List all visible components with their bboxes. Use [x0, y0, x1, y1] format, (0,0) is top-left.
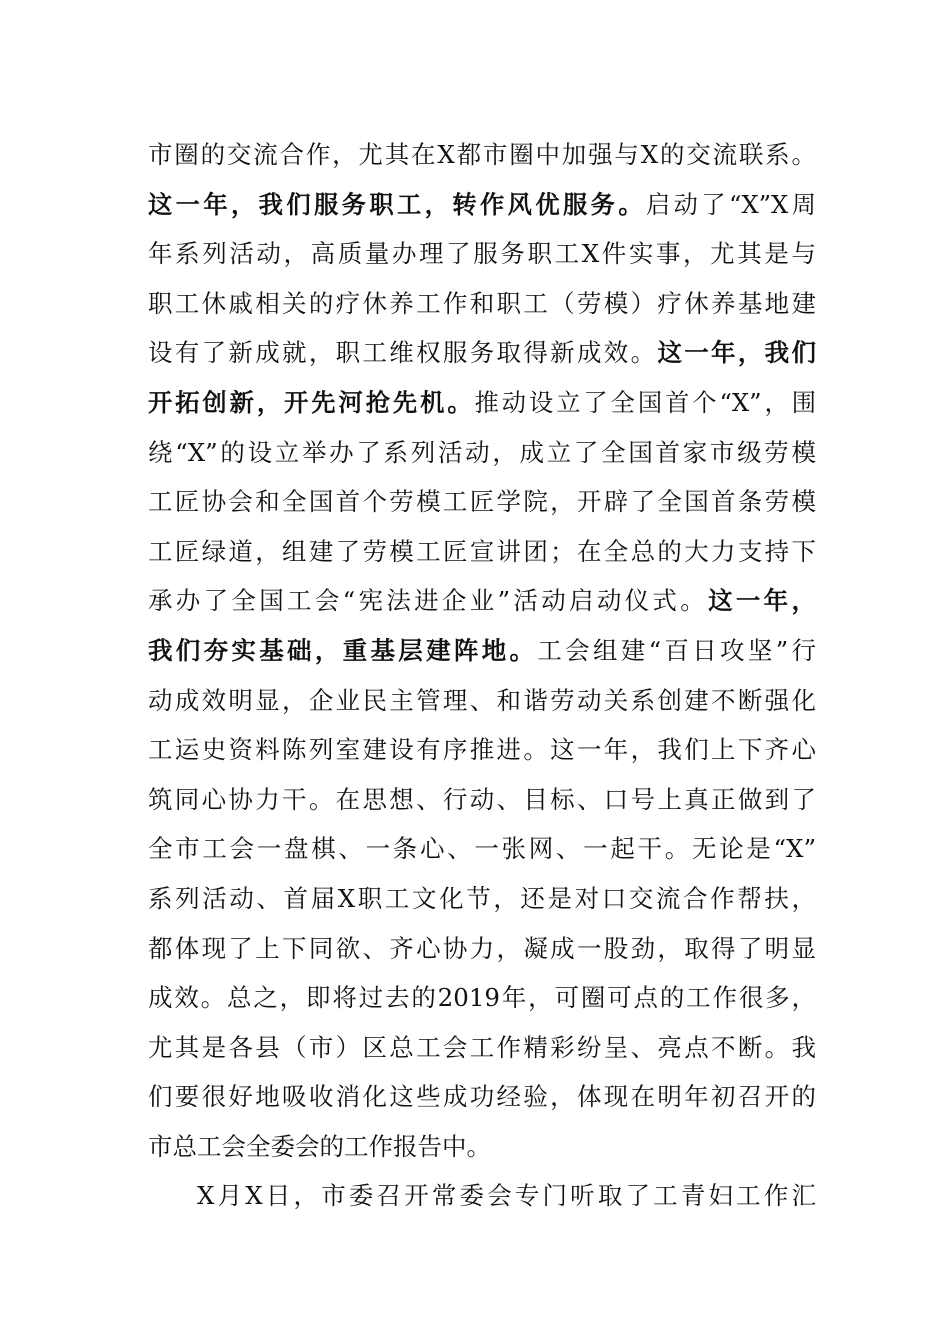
text-run: 筑同心协力干。在思想、行动、目标、口号上真正做到了 — [148, 784, 816, 814]
text-line — [148, 1122, 816, 1172]
text-run: 动成效明显，企业民主管理、和谐劳动关系创建不断强化 — [148, 685, 816, 715]
text-line — [148, 180, 816, 230]
text-line — [148, 1072, 816, 1122]
text-run: 职工休戚相关的疗休养工作和职工（劳模）疗休养基地建 — [148, 288, 816, 318]
text-run: 系列活动、首届X职工文化节，还是对口交流合作帮扶， — [148, 883, 816, 913]
bold-text-run: 这一年，我们服务职工，转作风优服务。 — [148, 189, 646, 219]
bold-text-run: 开拓创新，开先河抢先机。 — [148, 387, 475, 417]
document-body — [148, 130, 816, 1221]
text-run: 们要很好地吸收消化这些成功经验，体现在明年初召开的 — [148, 1082, 816, 1112]
bold-text-run: 我们夯实基础，重基层建阵地。 — [148, 635, 538, 665]
text-run: 全市工会一盘棋、一条心、一张网、一起干。无论是“X” — [148, 834, 816, 864]
text-run: 承办了全国工会“宪法进企业”活动启动仪式。 — [148, 586, 709, 616]
text-run: 年系列活动，高质量办理了服务职工X件实事，尤其是与 — [148, 239, 816, 269]
text-line — [148, 973, 816, 1023]
text-line — [148, 130, 816, 180]
bold-text-run: 这一年， — [708, 586, 816, 616]
text-line — [148, 775, 816, 825]
text-run: 成效。总之，即将过去的2019年，可圈可点的工作很多， — [148, 983, 816, 1013]
text-run: 推动设立了全国首个“X”，围 — [474, 387, 816, 417]
text-line — [148, 576, 816, 626]
text-line — [148, 1171, 816, 1221]
text-line — [148, 676, 816, 726]
text-line — [148, 477, 816, 527]
text-run: 启动了“X”X周 — [646, 189, 816, 219]
text-run: X月X日，市委召开常委会专门听取了工青妇工作汇 — [197, 1181, 816, 1211]
text-run: 都体现了上下同欲、齐心协力，凝成一股劲，取得了明显 — [148, 933, 816, 963]
text-run: 工匠绿道，组建了劳模工匠宣讲团；在全总的大力支持下 — [148, 536, 816, 566]
text-line — [148, 279, 816, 329]
text-run: 市圈的交流合作，尤其在X都市圈中加强与X的交流联系。 — [148, 140, 816, 169]
text-run: 尤其是各县（市）区总工会工作精彩纷呈、亮点不断。我 — [148, 1032, 816, 1062]
text-run: 工运史资料陈列室建设有序推进。这一年，我们上下齐心 — [148, 735, 816, 765]
text-line — [148, 1023, 816, 1073]
text-line — [148, 428, 816, 478]
text-line — [148, 626, 816, 676]
text-line — [148, 924, 816, 974]
text-line — [148, 874, 816, 924]
text-line — [148, 725, 816, 775]
text-line — [148, 328, 816, 378]
text-line — [148, 824, 816, 874]
text-run: 设有了新成就，职工维权服务取得新成效。 — [148, 338, 658, 368]
text-line — [148, 229, 816, 279]
text-line — [148, 527, 816, 577]
text-line — [148, 378, 816, 428]
text-run: 绕“X”的设立举办了系列活动，成立了全国首家市级劳模 — [148, 437, 816, 467]
text-run: 市总工会全委会的工作报告中。 — [148, 1131, 491, 1161]
text-run: 工匠协会和全国首个劳模工匠学院，开辟了全国首条劳模 — [148, 487, 816, 517]
text-run: 工会组建“百日攻坚”行 — [537, 635, 816, 665]
bold-text-run: 这一年，我们 — [657, 338, 816, 368]
